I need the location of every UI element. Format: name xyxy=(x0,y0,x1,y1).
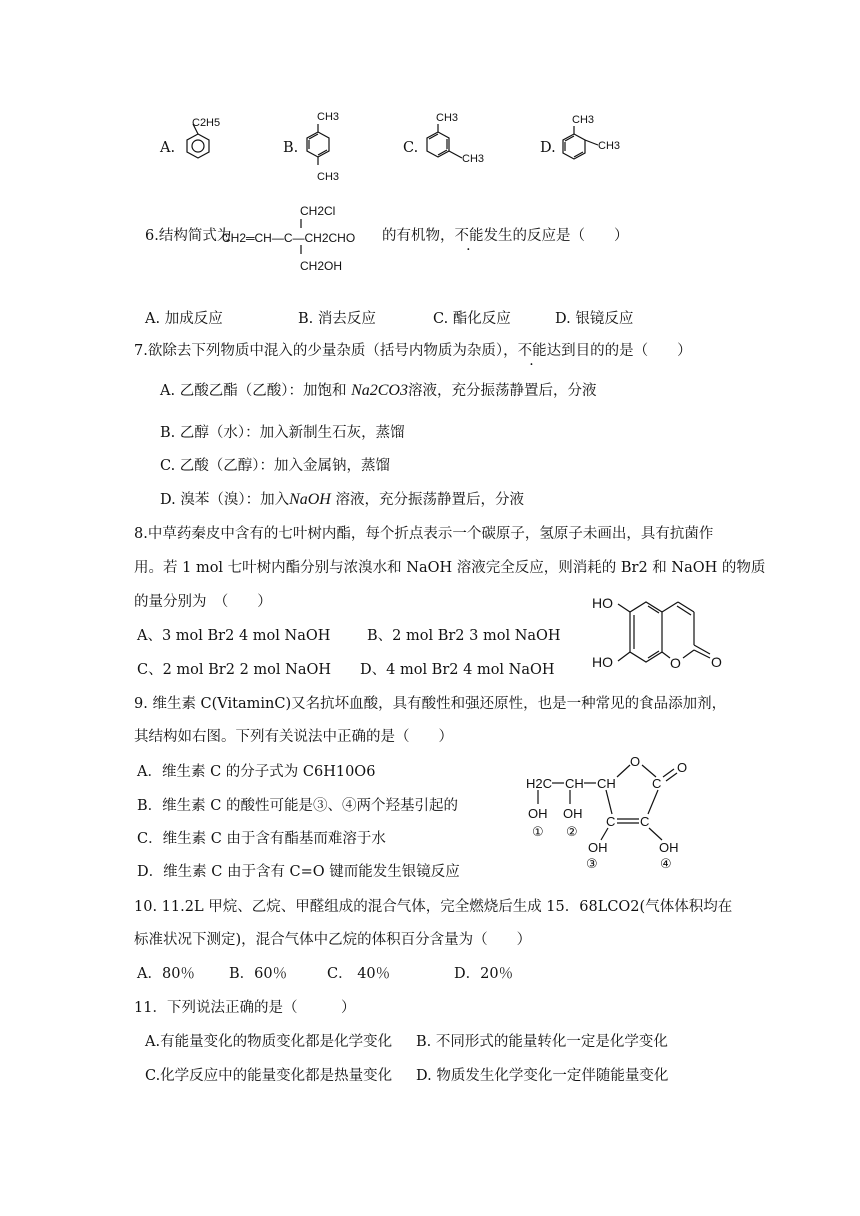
q5-option-c-label: C. xyxy=(403,140,419,156)
q6-option-b: B. 消去反应 xyxy=(298,311,376,327)
q9-line-2: 其结构如右图。下列有关说法中正确的是（ ） xyxy=(134,729,453,745)
q10-option-d: D．20％ xyxy=(454,966,514,982)
q9-ch-2: CH xyxy=(597,776,616,791)
q10-option-b: B．60％ xyxy=(229,966,288,982)
q5-option-d-label: D. xyxy=(540,140,556,156)
q9-label-3: ③ xyxy=(586,856,598,870)
q9-label-1: ① xyxy=(532,824,544,839)
q10-option-a: A．80％ xyxy=(137,966,195,982)
q9-c4: C xyxy=(640,814,650,829)
q6-structural-formula xyxy=(222,200,382,278)
q5-d-methyl-side: CH3 xyxy=(598,140,621,152)
q5-option-b-label: B. xyxy=(283,140,299,156)
q9-oh-3: OH xyxy=(588,840,608,855)
q8-ho-top: HO xyxy=(592,595,613,611)
q6-prefix: 6.结构简式为 xyxy=(145,228,232,244)
q10-option-c: C． 40％ xyxy=(327,966,391,982)
q5-b-methyl-top: CH3 xyxy=(317,111,340,123)
q9-label-4: ④ xyxy=(660,856,672,870)
q6-ch2oh: CH2OH xyxy=(300,259,343,273)
q11-option-d: D. 物质发生化学变化一定伴随能量变化 xyxy=(416,1068,669,1084)
q5-option-c-structure xyxy=(422,108,492,168)
q7-option-c: C. 乙酸（乙醇）：加入金属钠，蒸馏 xyxy=(160,458,391,474)
q8-ho-bottom: HO xyxy=(592,654,613,670)
q9-c3: C xyxy=(606,814,616,829)
q7-a-formula: Na2CO3 xyxy=(351,382,408,399)
q6-suffix-1: 的有机物，不能发生的反应是（ ） xyxy=(382,228,629,244)
q8-option-c: C、2 mol Br2 2 mol NaOH xyxy=(137,662,332,678)
q5-c-methyl-top: CH3 xyxy=(436,112,459,124)
q7-option-d: D. 溴苯（溴）：加入NaOH 溶液，充分振荡静置后，分液 xyxy=(160,491,524,508)
q9-h2c: H2C xyxy=(526,776,553,791)
q6-emphasis: 不能 xyxy=(454,228,484,244)
q9-option-b: B．维生素 C 的酸性可能是③、④两个羟基引起的 xyxy=(137,798,458,814)
q9-ch-1: CH xyxy=(565,776,584,791)
q11-option-a: A.有能量变化的物质变化都是化学变化 xyxy=(145,1034,393,1050)
q8-line-1: 8.中草药秦皮中含有的七叶树内酯，每个折点表示一个碳原子，氢原子未画出，具有抗菌作 xyxy=(134,526,714,542)
q9-option-d: D．维生素 C 由于含有 C=O 键而能发生银镜反应 xyxy=(137,864,460,880)
q9-oh-2: OH xyxy=(563,806,583,821)
q7-emphasis: 不能 xyxy=(517,343,547,359)
q9-option-a: A．维生素 C 的分子式为 C6H10O6 xyxy=(137,764,376,780)
q8-esculetin-structure xyxy=(590,588,740,676)
q7-stem: 7.欲除去下列物质中混入的少量杂质（括号内物质为杂质），不能达到目的的是（ ） xyxy=(134,343,692,359)
q6-ch2cl: CH2Cl xyxy=(300,204,336,218)
q10-line-1: 10. 11.2L 甲烷、乙烷、甲醛组成的混合气体，完全燃烧后生成 15．68LCO2(气体体积均在 xyxy=(134,899,733,915)
q7-option-b: B. 乙醇（水）：加入新制生石灰，蒸馏 xyxy=(160,425,405,441)
q5-b-methyl-bottom: CH3 xyxy=(317,171,340,183)
q8-line-3: 的量分别为 （ ） xyxy=(134,594,272,610)
q6-option-d: D. 银镜反应 xyxy=(555,311,634,327)
q8-option-a: A、3 mol Br2 4 mol NaOH xyxy=(137,628,331,644)
q8-option-d: D、4 mol Br2 4 mol NaOH xyxy=(360,662,555,678)
q9-option-c: C．维生素 C 由于含有酯基而难溶于水 xyxy=(137,831,386,847)
q11-option-b: B. 不同形式的能量转化一定是化学变化 xyxy=(416,1034,668,1050)
q9-oh-1: OH xyxy=(528,806,548,821)
q5-d-methyl-top: CH3 xyxy=(572,114,595,126)
q9-line-1: 9. 维生素 C(VitaminC)又名抗坏血酸，具有酸性和强还原性，也是一种常见的食品添加剂， xyxy=(134,696,727,712)
q7-d-formula: NaOH xyxy=(289,491,331,508)
q7-option-a: A. 乙酸乙酯（乙酸）：加饱和 Na2CO3溶液，充分振荡静置后，分液 xyxy=(160,382,597,399)
q11-option-c: C.化学反应中的能量变化都是热量变化 xyxy=(145,1068,393,1084)
q9-vitamin-c-structure xyxy=(522,752,712,870)
q6-option-c: C. 酯化反应 xyxy=(433,311,511,327)
q5-a-ethyl: C2H5 xyxy=(192,117,221,129)
q8-option-b: B、2 mol Br2 3 mol NaOH xyxy=(367,628,561,644)
q8-ring-oxygen: O xyxy=(670,655,681,671)
q8-line-2: 用。若 1 mol 七叶树内酯分别与浓溴水和 NaOH 溶液完全反应，则消耗的 Br2 和 NaOH 的物质 xyxy=(134,560,766,576)
q9-label-2: ② xyxy=(566,824,578,839)
q6-option-a: A. 加成反应 xyxy=(145,311,223,327)
q5-option-a-label: A. xyxy=(160,140,176,156)
q8-keto-oxygen: O xyxy=(711,654,722,670)
q9-carbonyl-o: O xyxy=(677,760,688,775)
q9-oh-4: OH xyxy=(659,840,679,855)
q5-c-methyl-side: CH3 xyxy=(462,153,485,165)
q6-main-chain: CH2═CH—C—CH2CHO xyxy=(222,231,356,245)
q9-ring-oxygen: O xyxy=(630,754,641,769)
q9-carbonyl-c: C xyxy=(652,776,662,791)
q5-option-d-structure xyxy=(558,110,628,168)
q5-option-a-structure xyxy=(180,112,230,170)
q10-line-2: 标准状况下测定)，混合气体中乙烷的体积百分含量为（ ） xyxy=(134,932,532,948)
q11-stem: 11．下列说法正确的是（ ） xyxy=(134,1000,356,1016)
q5-option-b-structure xyxy=(300,108,350,190)
